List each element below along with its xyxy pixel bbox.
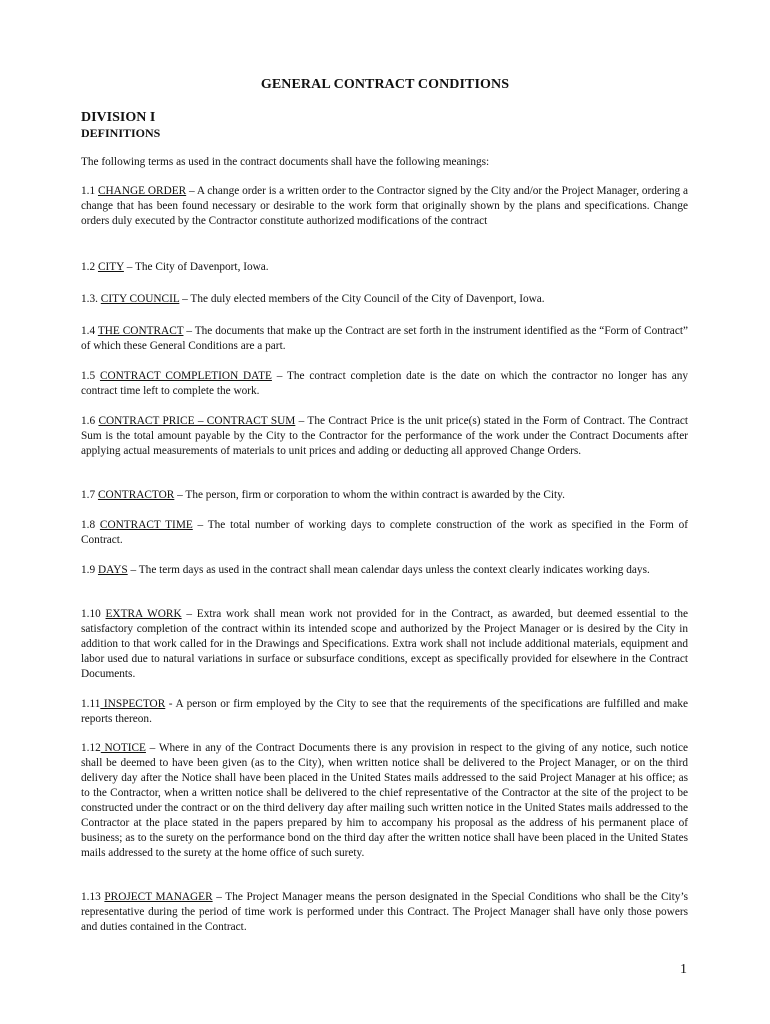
definition-paragraph: [81, 488, 688, 503]
definition-paragraph: [81, 184, 688, 229]
definition-paragraph: [81, 607, 688, 682]
definition-term: CONTRACT TIME: [99, 519, 193, 531]
definition-number: 1.5: [81, 370, 100, 382]
definition-number: 1.13: [81, 891, 105, 903]
document-title: GENERAL CONTRACT CONDITIONS: [260, 77, 510, 92]
definition-text: – The contract completion date is the date on which the contractor no longer has any contract time left to complete the work.: [81, 370, 689, 397]
definition-number: 1.11: [81, 698, 101, 710]
definition-text: – The person, firm or corporation to whom the within contract is awarded by the City.: [174, 489, 565, 501]
definition-paragraph: [81, 890, 688, 935]
definition-text: – Where in any of the Contract Documents there is any provision in respect to the giving of any notice, such notice shall be deemed to have been given (as to the City), when written notice shall be delivered to the Project Manager, or on the third delivery day after the Notice shall have been placed in the United States mails addressed to the said Project Manager at his office; as to the Contractor, when a written notice shall be delivered to the chief representative of the Contractor at the site of the project to be constructed under the contract or on the third delivery day after mailing such written notice in the United States mails addressed to the Contractor at the place stated in the papers prepared by him to accompany his proposal as the address of his permanent place of business; as to the surety on the performance bond on the third day after the written notice shall have been placed in the United States mails addressed to the surety at the home office of such surety.: [81, 742, 688, 859]
definition-number: 1.4: [81, 325, 98, 337]
definition-number: 1.9: [81, 564, 98, 576]
definition-term: DAYS: [97, 564, 128, 576]
definition-term: CONTRACT PRICE – CONTRACT SUM: [98, 415, 296, 427]
definition-paragraph: [81, 563, 688, 578]
definition-term: EXTRA WORK: [105, 608, 182, 620]
definition-text: – A change order is a written order to the Contractor signed by the City and/or the Project Manager, ordering a change that has been found necessary or desirable to the work form that originally shown by the plans and specifications. Change orders duly executed by the Contractor constitute authorized modifications of the contract: [81, 185, 688, 227]
definition-paragraph: [81, 369, 688, 399]
definition-text: - A person or firm employed by the City to see that the requirements of the specifications are fulfilled and make reports thereon.: [81, 698, 688, 725]
definition-number: 1.8: [81, 519, 100, 531]
definition-paragraph: [81, 518, 688, 548]
definition-term: THE CONTRACT: [97, 325, 184, 337]
definition-number: 1.3.: [81, 293, 101, 305]
definition-text: – The duly elected members of the City Council of the City of Davenport, Iowa.: [179, 293, 545, 305]
definition-term: INSPECTOR: [100, 698, 166, 710]
definition-number: 1.6: [81, 415, 99, 427]
page-number: 1: [680, 962, 687, 977]
definition-number: 1.12: [81, 742, 101, 754]
section-heading: DEFINITIONS: [81, 126, 161, 140]
definition-term: CHANGE ORDER: [97, 185, 187, 197]
definition-term: CONTRACTOR: [97, 489, 175, 501]
definition-paragraph: [81, 741, 688, 861]
definition-text: – The Contract Price is the unit price(s) stated in the Form of Contract. The Contract Sum is the total amount payable by the City to the Contractor for the performance of the work under the Contract Documents after applying actual measurements of materials to unit prices and adding or deducting all approved Change Orders.: [81, 415, 688, 457]
definition-number: 1.1: [81, 185, 98, 197]
definition-term: CITY COUNCIL: [100, 293, 180, 305]
definition-term: CONTRACT COMPLETION DATE: [99, 370, 272, 382]
definition-term: PROJECT MANAGER: [104, 891, 213, 903]
definition-term: NOTICE: [100, 742, 146, 754]
definition-text: – The Project Manager means the person designated in the Special Conditions who shall be the City’s representative during the period of time work is performed under this Contract. The Project Manager shall have only those powers and duties contained in the Contract.: [81, 891, 688, 933]
definition-paragraph: [81, 697, 688, 727]
definition-number: 1.7: [81, 489, 98, 501]
definition-paragraph: [81, 292, 688, 307]
definition-text: – The documents that make up the Contract are set forth in the instrument identified as the “Form of Contract” of which these General Conditions are a part.: [81, 325, 688, 352]
definition-text: – The City of Davenport, Iowa.: [123, 261, 269, 273]
definition-text: – Extra work shall mean work not provided for in the Contract, as awarded, but deemed essential to the satisfactory completion of the contract within its intended scope and authorized by the Project Manager or is desired by the City in addition to that work called for in the Drawings and Specifications. Extra work shall not include additional materials, equipment and labor used due to natural variations in surface or subsurface conditions, except as specifically provided for elsewhere in the Contract Documents.: [81, 608, 688, 680]
definition-term: CITY: [97, 261, 124, 273]
definition-paragraph: [81, 414, 688, 459]
definition-number: 1.10: [81, 608, 106, 620]
definition-paragraph: [81, 324, 688, 354]
definition-text: – The total number of working days to complete construction of the work as specified in the Form of Contract.: [81, 519, 688, 546]
definition-number: 1.2: [81, 261, 98, 273]
division-heading: DIVISION I: [81, 110, 156, 125]
definition-text: – The term days as used in the contract shall mean calendar days unless the context clearly indicates working days.: [127, 564, 650, 576]
intro-paragraph: The following terms as used in the contract documents shall have the following meanings:: [81, 156, 490, 168]
definition-paragraph: [81, 260, 688, 275]
